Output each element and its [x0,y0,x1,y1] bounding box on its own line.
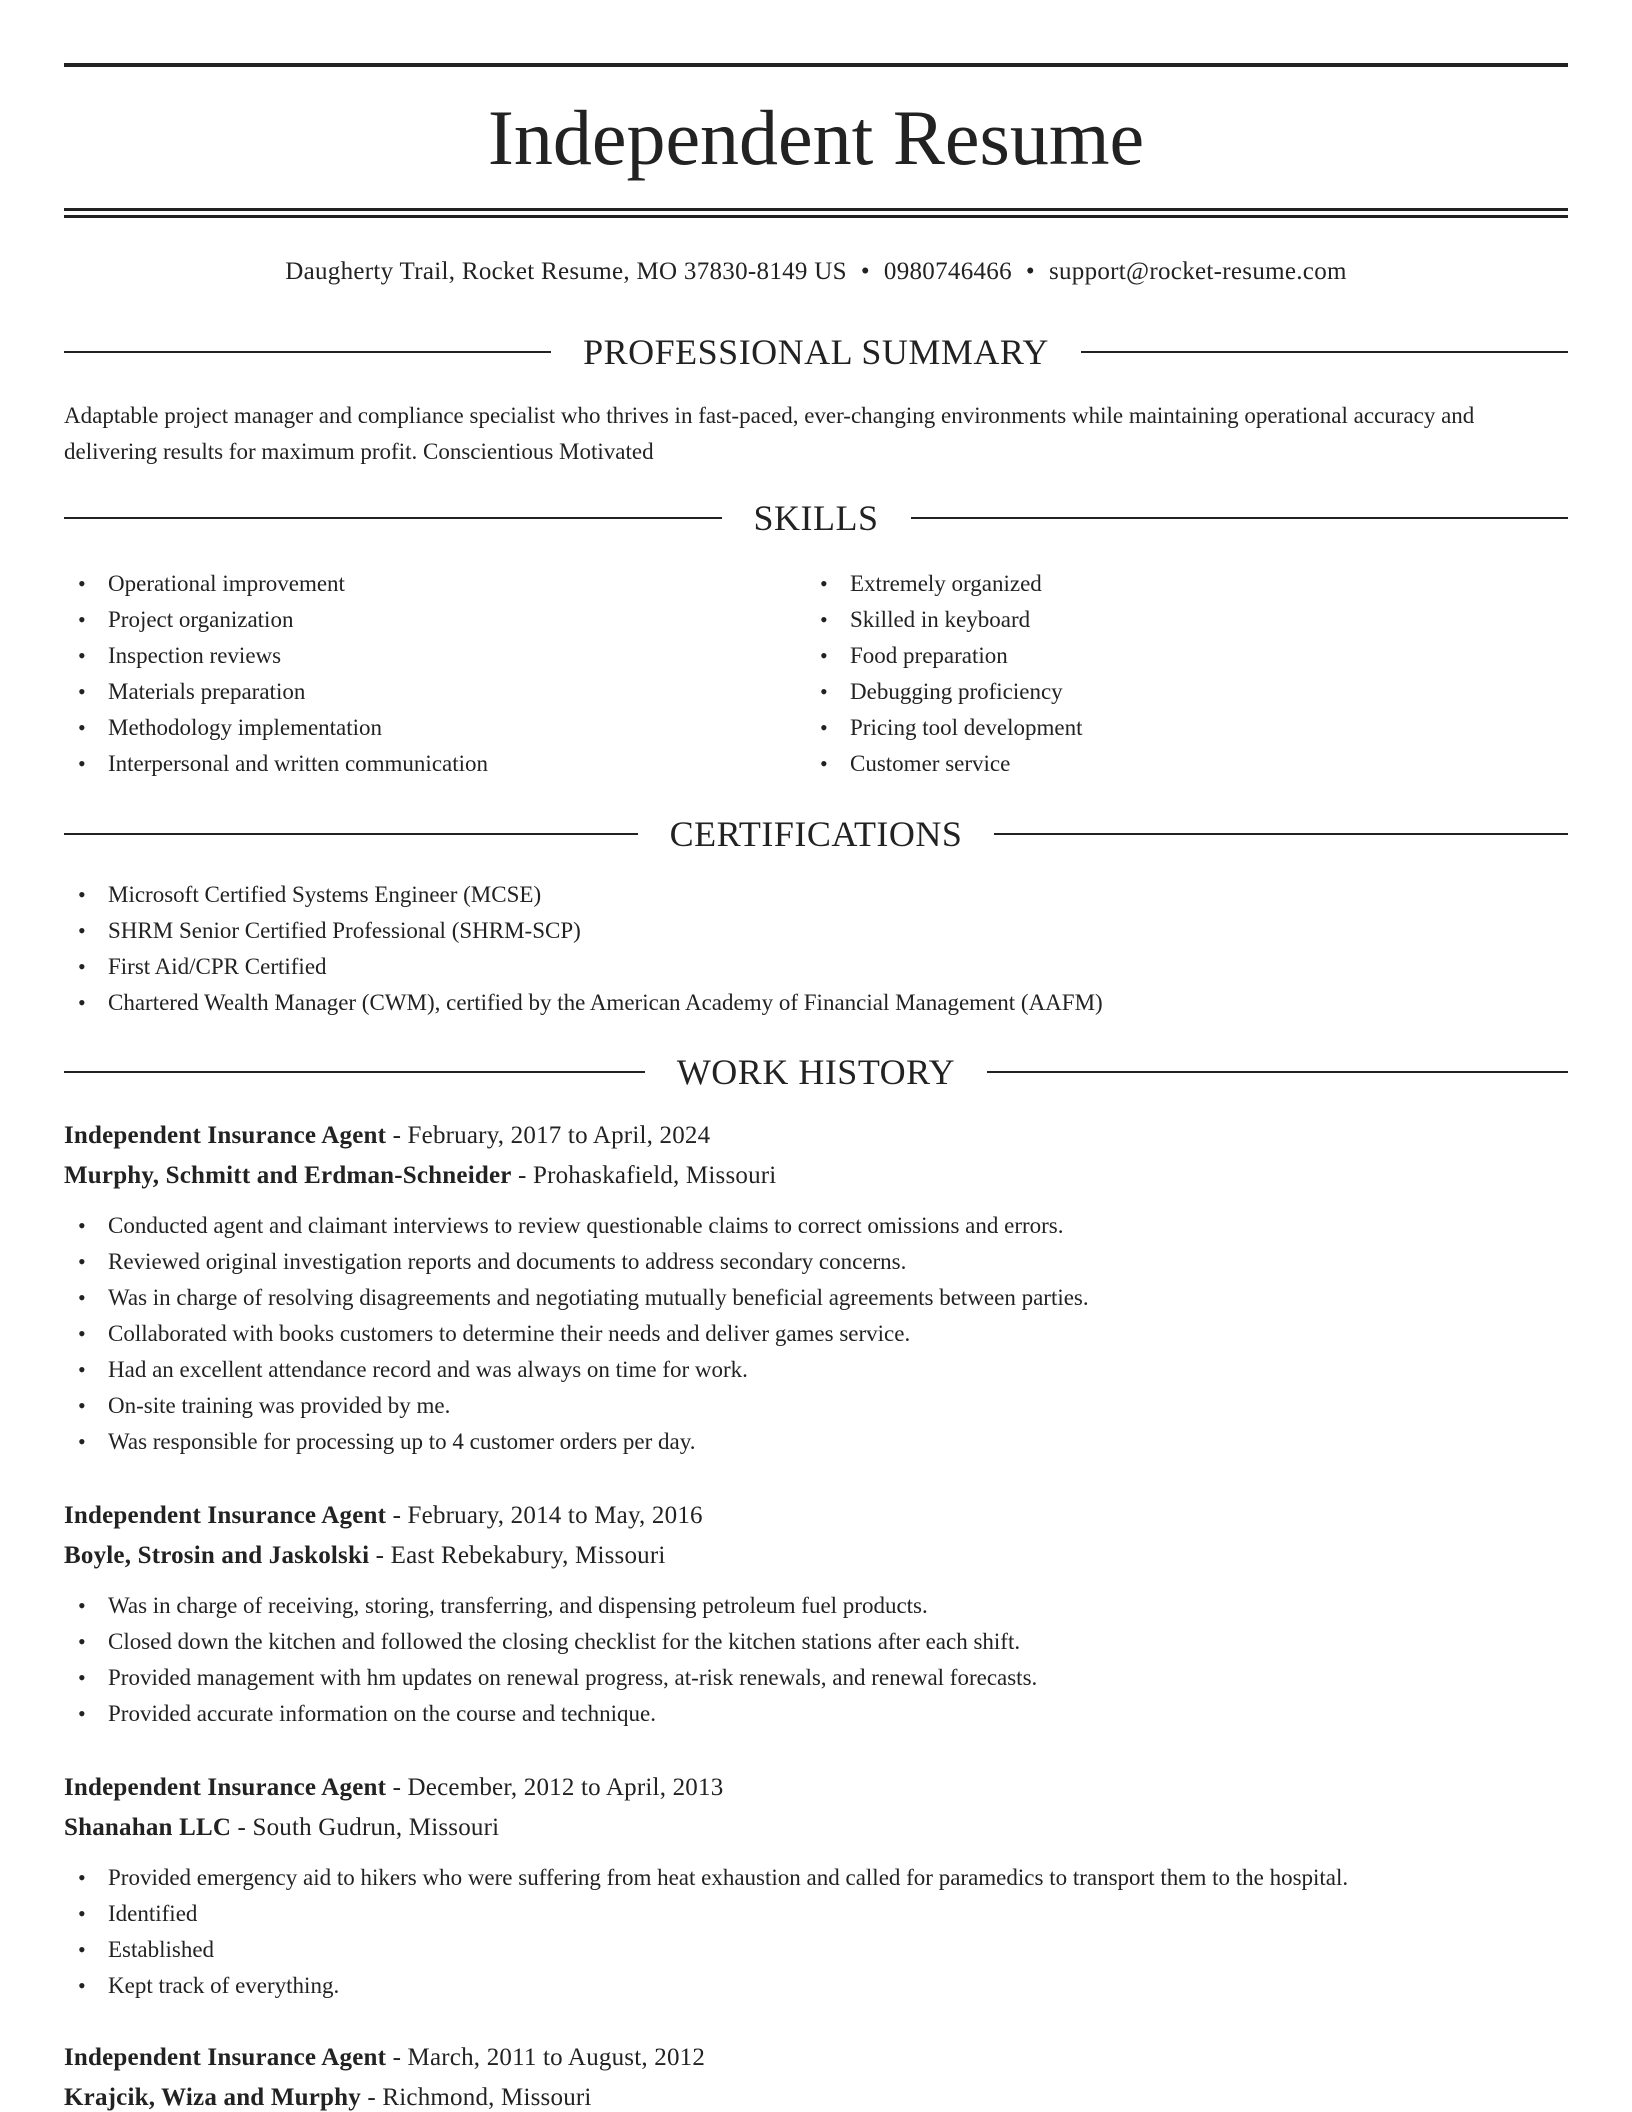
summary-section-heading [64,330,1568,374]
job-bullet: • Was in charge of resolving disagreements and negotiating mutually beneficial agreements between parties. [64,1280,1568,1316]
job-employer: Boyle, Strosin and Jaskolski [64,1542,370,1569]
job-title: Independent Insurance Agent [64,1774,387,1801]
job-bullet: • Provided management with hm updates on renewal progress, at-risk renewals, and renewal forecasts. [64,1660,1568,1696]
skills-heading-label: SKILLS [753,498,879,538]
skills-section-heading [64,496,1568,540]
job-employer-line [64,1156,1568,1196]
skill-item: • Extremely organized [806,566,1548,602]
job-employer: Krajcik, Wiza and Murphy [64,2084,361,2111]
skills-list-right [806,566,1548,782]
summary-heading-label: PROFESSIONAL SUMMARY [583,332,1049,372]
job-role-line [64,1116,1568,1156]
job-title: Independent Insurance Agent [64,1122,387,1149]
skill-item: • Debugging proficiency [806,674,1548,710]
certification-item: • Microsoft Certified Systems Engineer (MCSE) [64,877,1568,913]
job-employer-line [64,1536,1568,1576]
skill-item: • Inspection reviews [64,638,806,674]
job-bullet: • Collaborated with books customers to determine their needs and deliver games service. [64,1316,1568,1352]
job-location: - South Gudrun, Missouri [231,1814,500,1841]
contact-address: Daugherty Trail, Rocket Resume, MO 37830-8149 US [285,258,847,285]
job-entry [64,1768,1568,2004]
job-bullet: • Kept track of everything. [64,1968,1568,2004]
top-rule [64,63,1568,67]
job-bullets [64,1208,1568,1460]
skill-item: • Food preparation [806,638,1548,674]
job-bullet: • Provided accurate information on the course and technique. [64,1696,1568,1732]
job-employer: Shanahan LLC [64,1814,232,1841]
job-bullet: • On-site training was provided by me. [64,1388,1568,1424]
contact-separator: • [860,258,870,285]
heading-rule [64,517,722,519]
job-employer: Murphy, Schmitt and Erdman-Schneider [64,1162,512,1189]
job-role-line [64,1496,1568,1536]
skill-item: • Methodology implementation [64,710,806,746]
certifications-section-heading [64,812,1568,856]
title-double-rule [64,208,1568,218]
job-employer-line [64,1808,1568,1848]
heading-rule [64,351,551,353]
job-bullet: • Established [64,1932,1568,1968]
skill-item: • Skilled in keyboard [806,602,1548,638]
heading-rule [911,517,1569,519]
job-dates: - December, 2012 to April, 2013 [386,1774,724,1801]
skill-item: • Materials preparation [64,674,806,710]
job-role-line [64,1768,1568,1808]
job-bullet: • Reviewed original investigation reports and documents to address secondary concerns. [64,1244,1568,1280]
contact-separator: • [1025,258,1035,285]
contact-phone: 0980746466 [883,258,1012,285]
heading-rule [994,833,1568,835]
job-dates: - February, 2014 to May, 2016 [386,1502,703,1529]
certification-item: • SHRM Senior Certified Professional (SHRM-SCP) [64,913,1568,949]
heading-rule [64,833,638,835]
job-employer-line [64,2078,1568,2112]
job-title: Independent Insurance Agent [64,2044,387,2071]
job-dates: - March, 2011 to August, 2012 [386,2044,706,2071]
job-bullet: • Provided emergency aid to hikers who were suffering from heat exhaustion and called for paramedics to transport them to the hospital. [64,1860,1568,1896]
skill-item: • Interpersonal and written communication [64,746,806,782]
job-dates: - February, 2017 to April, 2024 [386,1122,711,1149]
job-bullet: • Conducted agent and claimant interviews to review questionable claims to correct omissions and errors. [64,1208,1568,1244]
contact-line [64,254,1568,290]
job-location: - Richmond, Missouri [360,2084,592,2111]
job-bullets [64,1860,1568,2004]
job-role-line [64,2038,1568,2078]
certification-item: • Chartered Wealth Manager (CWM), certified by the American Academy of Financial Management (AAFM) [64,985,1568,1021]
job-bullet: • Had an excellent attendance record and was always on time for work. [64,1352,1568,1388]
skill-item: • Customer service [806,746,1548,782]
contact-email: support@rocket-resume.com [1048,258,1347,285]
work-history-section-heading [64,1050,1568,1094]
job-bullet: • Was in charge of receiving, storing, transferring, and dispensing petroleum fuel products. [64,1588,1568,1624]
heading-rule [987,1071,1568,1073]
job-bullets [64,1588,1568,1732]
summary-text: Adaptable project manager and compliance specialist who thrives in fast-paced, ever-changing environments while maintaining operational accuracy and delivering results for maximum profit. Conscientious Motivated [64,403,1475,464]
job-title: Independent Insurance Agent [64,1502,387,1529]
skill-item: • Project organization [64,602,806,638]
certification-item: • First Aid/CPR Certified [64,949,1568,985]
job-bullet: • Closed down the kitchen and followed the closing checklist for the kitchen stations after each shift. [64,1624,1568,1660]
job-entry [64,1116,1568,1460]
certifications-list [64,877,1568,1021]
skill-item: • Pricing tool development [806,710,1548,746]
heading-rule [64,1071,645,1073]
job-entry [64,2038,1568,2112]
certifications-heading-label: CERTIFICATIONS [669,814,963,854]
heading-rule [1081,351,1568,353]
skill-item: • Operational improvement [64,566,806,602]
job-location: - East Rebekabury, Missouri [369,1542,666,1569]
work-history-heading-label: WORK HISTORY [676,1052,956,1092]
job-bullet: • Identified [64,1896,1568,1932]
skills-list-left [64,566,806,782]
job-bullet: • Was responsible for processing up to 4 customer orders per day. [64,1424,1568,1460]
job-entry [64,1496,1568,1732]
job-location: - Prohaskafield, Missouri [511,1162,777,1189]
resume-title: Independent Resume [487,94,1145,181]
